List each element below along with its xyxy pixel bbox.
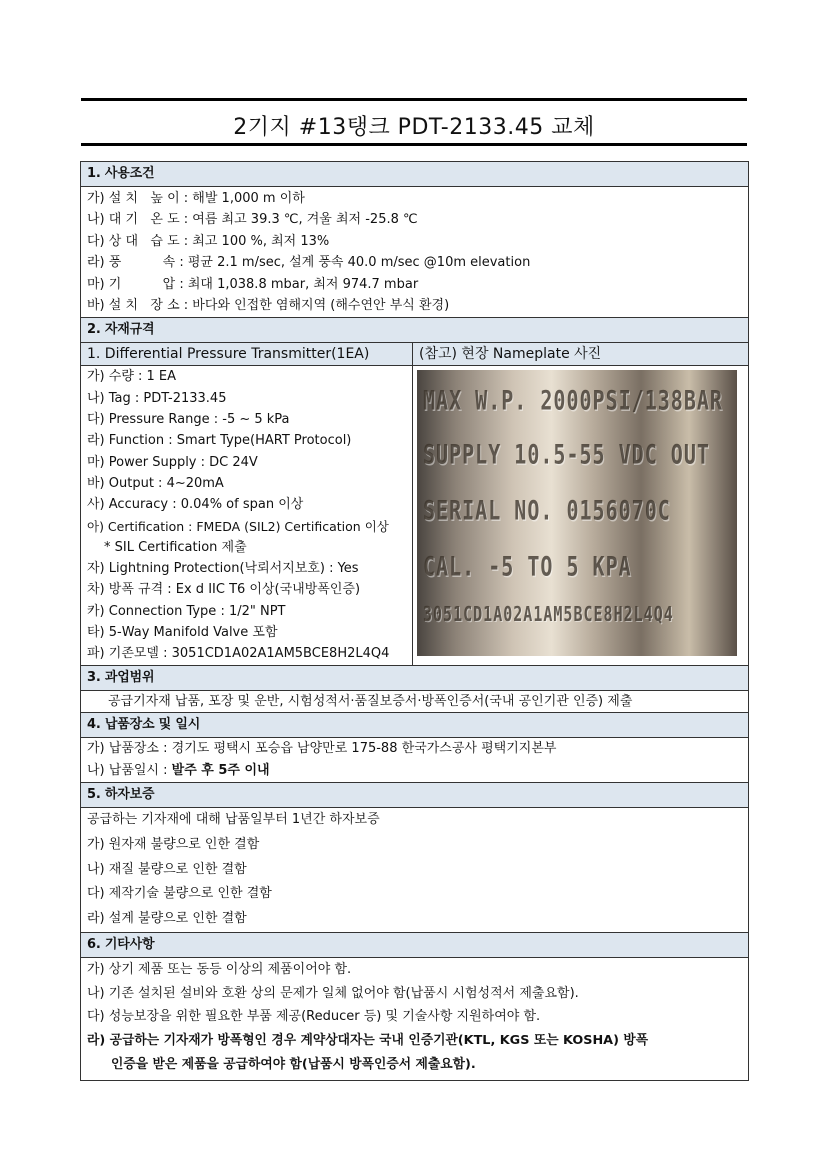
spec-item: 자) Lightning Protection(낙뢰서지보호) : Yes: [87, 561, 359, 577]
scope-line: 공급기자재 납품, 포장 및 운반, 시험성적서·품질보증서·방폭인증서(국내 공인기관 인증) 제출: [108, 693, 633, 709]
spec-item: 차) 방폭 규격 : Ex d IIC T6 이상(국내방폭인증): [87, 582, 361, 598]
spec-item: 다) Pressure Range : -5 ~ 5 kPa: [87, 412, 290, 428]
spec-item: 아) Certification : FMEDA (SIL2) Certification 이상: [87, 518, 389, 534]
section-6-body: [81, 957, 749, 1080]
delivery-date-label: 나) 납품일시 :: [87, 763, 172, 778]
spec-item: 가) 수량 : 1 EA: [87, 369, 177, 385]
section-2-heading: 2. 자재규격: [87, 322, 155, 338]
section-5-heading: 5. 하자보증: [87, 787, 155, 802]
warranty-line: 가) 원자재 불량으로 인한 결함: [87, 836, 260, 852]
top-rule: [81, 98, 747, 101]
condition-line: 마) 기 압 : 최대 1,038.8 mbar, 최저 974.7 mbar: [87, 276, 419, 292]
nameplate-text: SUPPLY 10.5-55 VDC OUT: [423, 438, 710, 471]
transmitter-spec-list: [81, 366, 413, 665]
spec-item: 사) Accuracy : 0.04% of span 이상: [87, 497, 304, 513]
section-6-header: [81, 932, 749, 957]
misc-line: 나) 기존 설치된 설비와 호환 상의 문제가 일체 없어야 함(납품시 시험성적서 제출요함).: [87, 985, 579, 1001]
section-4-body: [81, 738, 749, 783]
section-4-header: [81, 713, 749, 738]
spec-item: 카) Connection Type : 1/2" NPT: [87, 603, 286, 619]
section-5-body: [81, 808, 749, 933]
section-1-header: [81, 162, 749, 187]
misc-line: 다) 성능보장을 위한 필요한 부품 제공(Reducer 등) 및 기술사항 지원하여야 함.: [87, 1009, 541, 1025]
spec-item: 마) Power Supply : DC 24V: [87, 454, 258, 470]
section-1-heading: 1. 사용조건: [87, 166, 155, 181]
spec-item-note: * SIL Certification 제출: [104, 539, 247, 555]
warranty-line: 공급하는 기자재에 대해 납품일부터 1년간 하자보증: [87, 812, 380, 827]
condition-line: 가) 설 치 높 이 : 해발 1,000 m 이하: [87, 191, 305, 206]
delivery-date-value: 발주 후 5주 이내: [171, 763, 270, 778]
nameplate-text: 3051CD1A02A1AM5BCE8H2L4Q4: [423, 602, 674, 627]
nameplate-text: SERIAL NO. 0156070C: [423, 494, 671, 527]
condition-line: 바) 설 치 장 소 : 바다와 인접한 염해지역 (해수연안 부식 환경): [87, 298, 450, 314]
section-2-header: [81, 318, 749, 343]
spec-item: 파) 기존모델 : 3051CD1A02A1AM5BCE8H2L4Q4: [87, 646, 390, 662]
spec-item: 라) Function : Smart Type(HART Protocol): [87, 433, 352, 449]
misc-line: 가) 상기 제품 또는 동등 이상의 제품이어야 함.: [87, 961, 352, 977]
spec-item: 타) 5-Way Manifold Valve 포함: [87, 625, 278, 640]
section-1-body: [81, 187, 749, 318]
condition-line: 라) 풍 속 : 평균 2.1 m/sec, 설계 풍속 40.0 m/sec @10m elevation: [87, 255, 531, 271]
section-4-heading: 4. 납품장소 및 일시: [87, 717, 201, 732]
spec-item: 나) Tag : PDT-2133.45: [87, 390, 227, 406]
document-title: 2기지 #13탱크 PDT-2133.45 교체: [233, 115, 595, 140]
nameplate-text: CAL. -5 TO 5 KPA: [423, 550, 632, 583]
section-3-heading: 3. 과업범위: [87, 669, 155, 685]
spec-item: 바) Output : 4~20mA: [87, 475, 224, 491]
warranty-line: 다) 제작기술 불량으로 인한 결함: [87, 886, 272, 902]
delivery-place: 가) 납품장소 : 경기도 평택시 포승읍 남양만로 175-88 한국가스공사 평택기지본부: [87, 741, 557, 756]
nameplate-photo-cell: [413, 366, 749, 665]
section-3-header: [81, 665, 749, 690]
nameplate-text: MAX W.P. 2000PSI/138BAR: [423, 384, 723, 417]
nameplate-header: (참고) 현장 Nameplate 사진: [413, 343, 749, 366]
section-5-header: [81, 783, 749, 808]
misc-line-explosion-proof: 라) 공급하는 기자재가 방폭형인 경우 계약상대자는 국내 인증기관(KTL, KGS 또는 KOSHA) 방폭: [87, 1033, 649, 1049]
misc-line-explosion-proof-cont: 인증을 받은 제품을 공급하여야 함(납품시 방폭인증서 제출요함).: [111, 1056, 476, 1072]
transmitter-header: 1. Differential Pressure Transmitter(1EA): [81, 343, 413, 366]
title-underline: [81, 143, 747, 146]
spec-table: [80, 161, 749, 1081]
nameplate-photo: [417, 370, 737, 656]
condition-line: 다) 상 대 습 도 : 최고 100 %, 최저 13%: [87, 233, 330, 249]
warranty-line: 라) 설계 불량으로 인한 결함: [87, 911, 247, 927]
delivery-date: [87, 760, 742, 782]
condition-line: 나) 대 기 온 도 : 여름 최고 39.3 ℃, 겨울 최저 -25.8 ℃: [87, 212, 418, 228]
section-6-heading: 6. 기타사항: [87, 936, 155, 952]
warranty-line: 나) 재질 불량으로 인한 결함: [87, 861, 247, 877]
section-3-body: [81, 690, 749, 712]
